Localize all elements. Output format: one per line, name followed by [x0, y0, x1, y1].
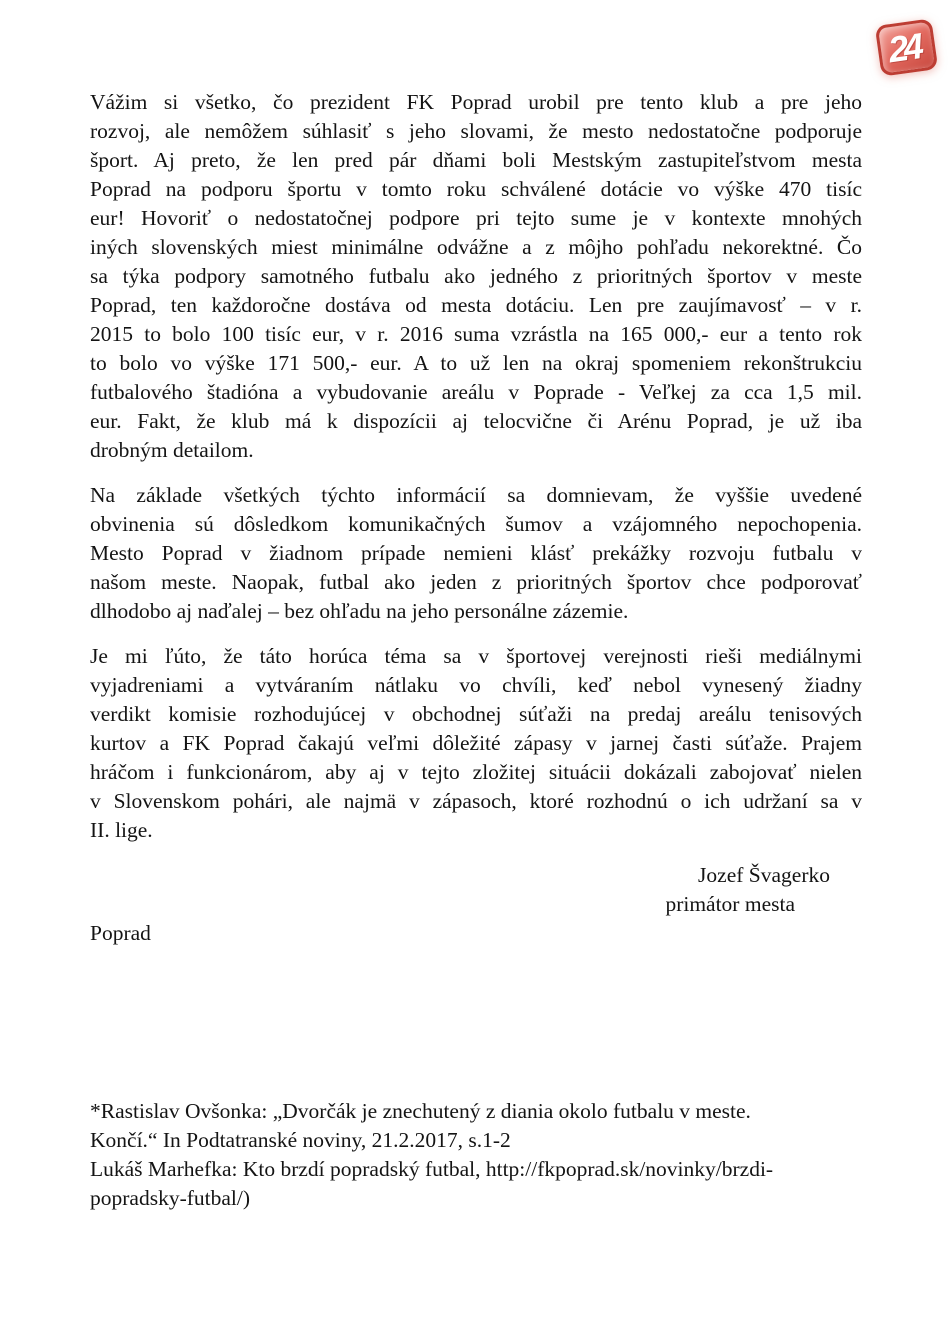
- signature-title: primátor mesta: [665, 892, 795, 916]
- text-line: Vážim si všetko, čo prezident FK Poprad urobil pre tento klub a pre jeho: [90, 90, 862, 114]
- text-line: Poprad, ten každoročne dostáva od mesta dotáciu. Len pre zaujímavosť – v r.: [90, 293, 862, 317]
- text-line: rozvoj, ale nemôžem súhlasiť s jeho slovami, že mesto nedostatočne podporuje: [90, 119, 862, 143]
- text-line: II. lige.: [90, 818, 153, 842]
- text-line: Je mi ľúto, že táto horúca téma sa v športovej verejnosti rieši mediálnymi: [90, 644, 862, 668]
- text-line: drobným detailom.: [90, 438, 254, 462]
- signature-name: Jozef Švagerko: [698, 863, 830, 887]
- signature-place: Poprad: [90, 921, 151, 945]
- footnote-block: [90, 1097, 862, 1213]
- dnes24-logo-icon: [875, 18, 939, 76]
- text-line: Končí.“ In Podtatranské noviny, 21.2.2017, s.1-2: [90, 1128, 511, 1152]
- text-line: verdikt komisie rozhodujúcej v obchodnej súťaži na predaj areálu tenisových: [90, 702, 862, 726]
- text-line: hráčom i funkcionárom, aby aj v tejto zložitej situácii dokázali zabojovať nielen: [90, 760, 862, 784]
- letter-content: [90, 88, 862, 1213]
- text-line: eur! Hovoriť o nedostatočnej podpore pri tejto sume je v kontexte mnohých: [90, 206, 862, 230]
- text-line: sa týka podpory samotného futbalu ako jedného z prioritných športov v meste: [90, 264, 862, 288]
- text-line: obvinenia sú dôsledkom komunikačných šumov a vzájomného nepochopenia.: [90, 512, 862, 536]
- text-line: našom meste. Naopak, futbal ako jeden z prioritných športov chce podporovať: [90, 570, 862, 594]
- text-line: Na základe všetkých týchto informácií sa domnievam, že vyššie uvedené: [90, 483, 862, 507]
- text-line: vyjadreniami a vytváraním nátlaku vo chvíli, keď nebol vynesený žiadny: [90, 673, 862, 697]
- paragraph: [90, 642, 862, 845]
- text-line: eur. Fakt, že klub má k dispozícii aj telocvične či Arénu Poprad, je už iba: [90, 409, 862, 433]
- text-line: popradsky-futbal/): [90, 1186, 251, 1210]
- logo-24-text: 24: [885, 25, 922, 70]
- paragraph: [90, 481, 862, 626]
- text-line: dlhodobo aj naďalej – bez ohľadu na jeho personálne zázemie.: [90, 599, 629, 623]
- letter-paragraphs: [90, 88, 862, 845]
- text-line: Poprad na podporu športu v tomto roku schválené dotácie vo výške 470 tisíc: [90, 177, 862, 201]
- text-line: 2015 to bolo 100 tisíc eur, v r. 2016 suma vzrástla na 165 000,- eur a tento rok: [90, 322, 862, 346]
- text-line: Mesto Poprad v žiadnom prípade nemieni klásť prekážky rozvoju futbalu v: [90, 541, 862, 565]
- text-line: *Rastislav Ovšonka: „Dvorčák je znechutený z diania okolo futbalu v meste.: [90, 1099, 751, 1123]
- text-line: v Slovenskom pohári, ale najmä v zápasoch, ktoré rozhodnú o ich udržaní sa v: [90, 789, 862, 813]
- signature-block: [90, 861, 862, 948]
- text-line: iných slovenských miest minimálne odvážne a z môjho pohľadu nekorektné. Čo: [90, 235, 862, 259]
- text-line: to bolo vo výške 171 500,- eur. A to už len na okraj spomeniem rekonštrukciu: [90, 351, 862, 375]
- text-line: futbalového štadióna a vybudovanie areálu v Poprade - Veľkej za cca 1,5 mil.: [90, 380, 862, 404]
- text-line: kurtov a FK Poprad čakajú veľmi dôležité zápasy v jarnej časti súťaže. Prajem: [90, 731, 862, 755]
- text-line: šport. Aj preto, že len pred pár dňami boli Mestským zastupiteľstvom mesta: [90, 148, 862, 172]
- paragraph: [90, 88, 862, 465]
- text-line: Lukáš Marhefka: Kto brzdí popradský futbal, http://fkpoprad.sk/novinky/brzdi-: [90, 1157, 774, 1181]
